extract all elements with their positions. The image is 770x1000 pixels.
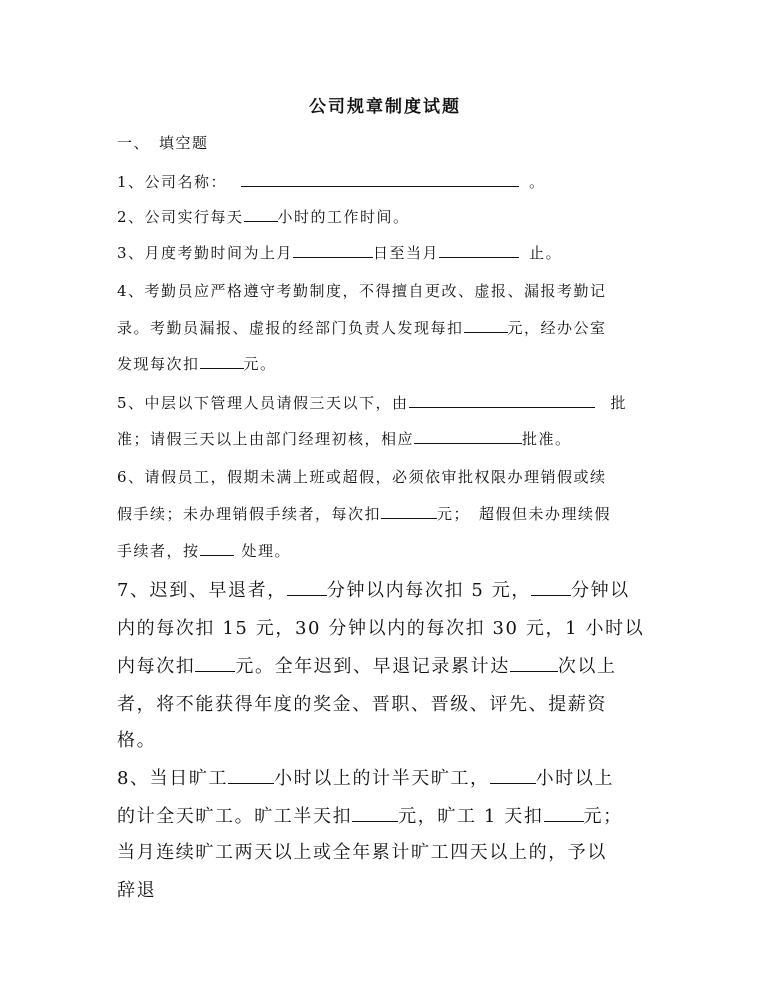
question-4-line-2: 录。考勤员漏报、虚报的经部门负责人发现每扣 元，经办公室 [117,319,607,337]
question-7-line-2: 内的每次扣 15 元，30 分钟以内的每次扣 30 元，1 小时以 [117,618,645,639]
answer-blank[interactable] [195,653,235,672]
answer-blank[interactable] [381,503,437,519]
answer-blank[interactable] [531,577,571,596]
answer-blank[interactable] [244,206,278,222]
answer-blank[interactable] [510,653,558,672]
answer-blank[interactable] [409,392,595,408]
question-8-line-1: 8、当日旷工 小时以上的计半天旷工， 小时以上 [117,764,614,790]
question-2: 2、公司实行每天 小时的工作时间。 [117,208,410,226]
question-7-line-5: 格。 [117,730,157,751]
question-8-line-2: 的计全天旷工。旷工半天扣 元，旷工 1 天扣 元； [117,802,623,828]
answer-blank[interactable] [241,171,519,187]
section-heading: 一、 填空题 [117,134,209,152]
question-6-line-1: 6、请假员工，假期未满上班或超假，必须依审批权限办理销假或续 [117,468,607,486]
question-8-line-3: 当月连续旷工两天以上或全年累计旷工四天以上的，予以 [117,842,607,863]
answer-blank[interactable] [414,428,522,444]
question-1: 1、公司名称： 。 [117,173,546,191]
question-5-line-1: 5、中层以下管理人员请假三天以下，由 批 [117,394,628,412]
question-7-line-4: 者，将不能获得年度的奖金、晋职、晋级、评先、提薪资 [117,694,607,715]
answer-blank[interactable] [352,803,398,822]
answer-blank[interactable] [439,242,519,258]
question-8-line-4: 辞退 [117,880,157,901]
answer-blank[interactable] [200,540,234,556]
question-7-line-3: 内每次扣 元。全年迟到、早退记录累计达 次以上 [117,652,617,678]
question-3: 3、月度考勤时间为上月 日至当月 止。 [117,244,563,262]
question-6-line-3: 手续者，按 处理。 [117,542,292,560]
question-6-line-2: 假手续；未办理销假手续者，每次扣 元； 超假但未办理续假 [117,505,612,523]
answer-blank[interactable] [287,577,327,596]
answer-blank[interactable] [200,353,244,369]
answer-blank[interactable] [228,765,274,784]
answer-blank[interactable] [544,803,584,822]
question-7-line-1: 7、迟到、早退者， 分钟以内每次扣 5 元， 分钟以 [117,576,630,602]
question-5-line-2: 准；请假三天以上由部门经理初核，相应 批准。 [117,430,572,448]
question-4-line-3: 发现每次扣 元。 [117,355,277,373]
page-title: 公司规章制度试题 [309,97,461,117]
answer-blank[interactable] [464,317,508,333]
question-4-line-1: 4、考勤员应严格遵守考勤制度，不得擅自更改、虚报、漏报考勤记 [117,282,607,300]
answer-blank[interactable] [490,765,536,784]
answer-blank[interactable] [293,242,373,258]
